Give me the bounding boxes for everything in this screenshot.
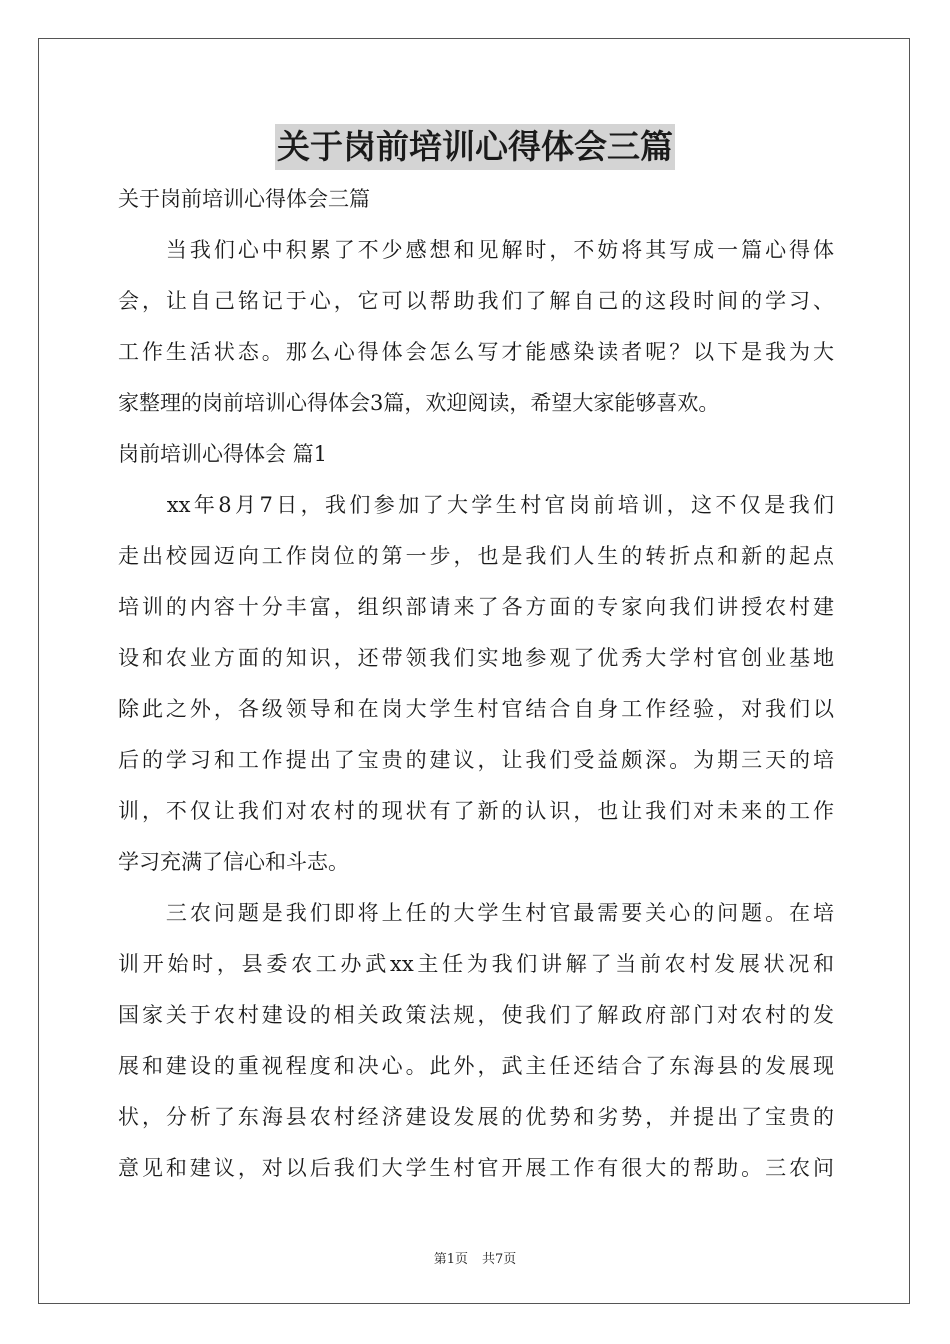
body-line: 后的学习和工作提出了宝贵的建议，让我们受益颇深。为期三天的培: [118, 748, 834, 772]
body-line: 工作生活状态。那么心得体会怎么写才能感染读者呢？以下是我为大: [118, 340, 834, 364]
page-total: 共7页: [482, 1252, 517, 1267]
body-line: 训开始时，县委农工办武xx主任为我们讲解了当前农村发展状况和: [118, 952, 834, 976]
document-title: 关于岗前培训心得体会三篇: [275, 124, 675, 170]
page-footer: [0, 1248, 950, 1267]
body-line: 意见和建议，对以后我们大学生村官开展工作有很大的帮助。三农问: [118, 1156, 834, 1180]
body-line: 展和建设的重视程度和决心。此外，武主任还结合了东海县的发展现: [118, 1054, 834, 1078]
body-line: 三农问题是我们即将上任的大学生村官最需要关心的问题。在培: [118, 901, 834, 925]
body-line: 状，分析了东海县农村经济建设发展的优势和劣势，并提出了宝贵的: [118, 1105, 834, 1129]
body-line: 训，不仅让我们对农村的现状有了新的认识，也让我们对未来的工作: [118, 799, 834, 823]
body-line: 当我们心中积累了不少感想和见解时，不妨将其写成一篇心得体: [118, 238, 834, 262]
body-line: 会，让自己铭记于心，它可以帮助我们了解自己的这段时间的学习、: [118, 289, 834, 313]
body-line: 设和农业方面的知识，还带领我们实地参观了优秀大学村官创业基地: [118, 646, 834, 670]
body-line: 国家关于农村建设的相关政策法规，使我们了解政府部门对农村的发: [118, 1003, 834, 1027]
page-number: 第1页: [433, 1252, 468, 1267]
body-line: 除此之外，各级领导和在岗大学生村官结合自身工作经验，对我们以: [118, 697, 834, 721]
subtitle-line: 关于岗前培训心得体会三篇: [118, 187, 370, 211]
title-container: [0, 124, 950, 170]
body-line: 家整理的岗前培训心得体会3篇，欢迎阅读，希望大家能够喜欢。: [118, 391, 720, 415]
section-heading: 岗前培训心得体会 篇1: [118, 442, 328, 466]
body-line: 培训的内容十分丰富，组织部请来了各方面的专家向我们讲授农村建: [118, 595, 834, 619]
body-line: 学习充满了信心和斗志。: [118, 850, 349, 874]
body-line: xx年8月7日，我们参加了大学生村官岗前培训，这不仅是我们: [118, 493, 834, 517]
document-body: [118, 178, 834, 1198]
body-line: 走出校园迈向工作岗位的第一步，也是我们人生的转折点和新的起点: [118, 544, 834, 568]
